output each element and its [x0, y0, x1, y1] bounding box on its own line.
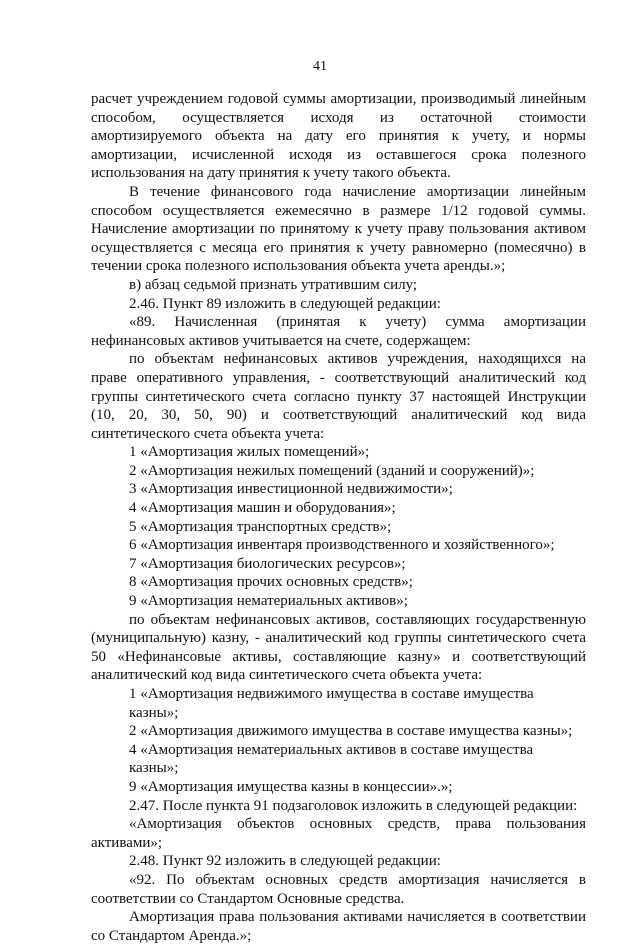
paragraph: в) абзац седьмой признать утратившим силу;: [129, 276, 418, 293]
list-item: 1 «Амортизация недвижимого имущества в составе имущества казны»;: [129, 686, 534, 721]
paragraph: расчет учреждением годовой суммы амортизации, производимый линейным способом, осуществляется исходя из остаточной стоимости амортизируемого объекта на дату его принятия к учету, и нормы амортизации, исчисленной исходя из оставшегося срока полезного использования на дату принятия к учету такого объекта.: [91, 91, 586, 182]
paragraph: Амортизация права пользования активами начисляется в соответствии со Стандартом Аренда.»;: [91, 909, 586, 944]
list-item: 2 «Амортизация нежилых помещений (зданий и сооружений)»;: [129, 462, 535, 479]
list-item: 3 «Амортизация инвестиционной недвижимости»;: [129, 481, 453, 498]
list-item: 4 «Амортизация нематериальных активов в составе имущества казны»;: [129, 741, 534, 777]
document-body: [91, 90, 586, 945]
paragraph: по объектам нефинансовых активов учреждения, находящихся на праве оперативного управления, - соответствующий аналитический код группы синтетического счета согласно пункту 37 настоящей Инструкции (10, 20, 30, 50, 90) и соответствующий аналитический код вида синтетического счета объекта учета:: [91, 351, 586, 442]
list-item: 2 «Амортизация движимого имущества в составе имущества казны»;: [129, 723, 573, 740]
paragraph: 2.47. После пункта 91 подзаголовок изложить в следующей редакции:: [129, 797, 578, 814]
page-number: 41: [313, 59, 327, 74]
paragraph: 2.48. Пункт 92 изложить в следующей редакции:: [129, 853, 441, 870]
list-item: 8 «Амортизация прочих основных средств»;: [129, 574, 413, 591]
list-item: 9 «Амортизация имущества казны в концессии».»;: [129, 778, 453, 795]
list-item: 6 «Амортизация инвентаря производственного и хозяйственного»;: [129, 537, 555, 554]
paragraph: В течение финансового года начисление амортизации линейным способом осуществляется ежемесячно в размере 1/12 годовой суммы. Начисление амортизации по принятому к учету праву пользования активом осуществляется с месяца его принятия к учету равномерно (помесячно) в течении срока полезного использования объекта учета аренды.»;: [91, 183, 586, 275]
paragraph: «89. Начисленная (принятая к учету) сумма амортизации нефинансовых активов учитывается на счете, содержащем:: [91, 314, 586, 349]
list-item: 4 «Амортизация машин и оборудования»;: [129, 500, 396, 517]
list-item: 5 «Амортизация транспортных средств»;: [129, 518, 392, 535]
list-item: 9 «Амортизация нематериальных активов»;: [129, 593, 408, 610]
paragraph: «Амортизация объектов основных средств, права пользования активами»;: [91, 816, 586, 851]
paragraph: по объектам нефинансовых активов, составляющих государственную (муниципальную) казну, - аналитический код группы синтетического счета 50 «Нефинансовые активы, составляющие казну» и соответствующий аналитический код вида синтетического счета объекта учета:: [91, 611, 586, 684]
list-item: 7 «Амортизация биологических ресурсов»;: [129, 555, 406, 572]
paragraph: 2.46. Пункт 89 изложить в следующей редакции:: [129, 295, 441, 312]
list-item: 1 «Амортизация жилых помещений»;: [129, 444, 370, 461]
paragraph: «92. По объектам основных средств амортизация начисляется в соответствии со Стандартом Основные средства.: [91, 871, 586, 907]
